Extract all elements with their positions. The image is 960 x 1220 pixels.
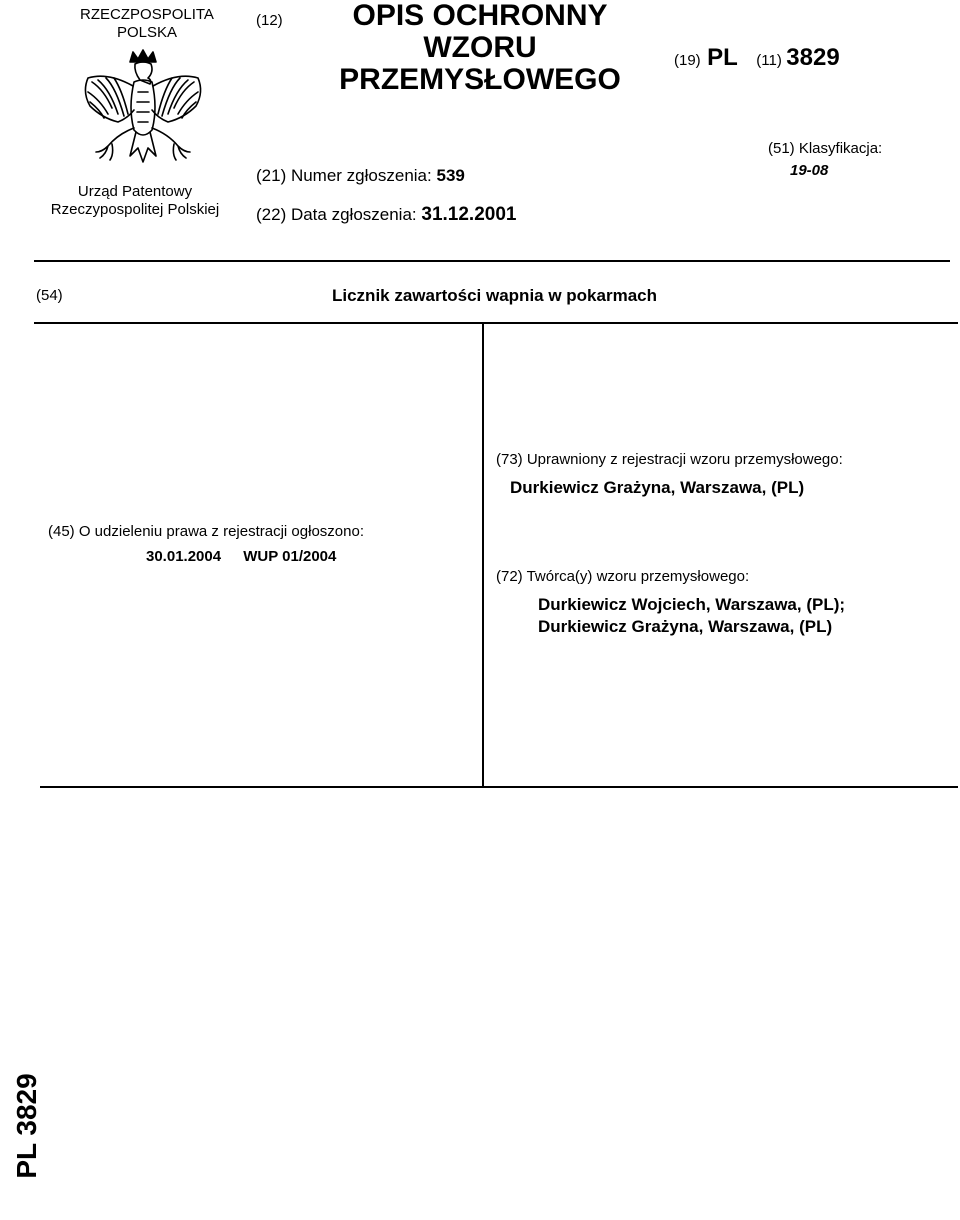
country-name xyxy=(52,6,242,42)
polish-eagle-emblem-icon xyxy=(78,48,208,172)
application-number-value: 539 xyxy=(436,166,465,185)
title-line-1: OPIS OCHRONNY xyxy=(352,0,608,32)
title-line-3: PRZEMYSŁOWEGO xyxy=(339,63,621,96)
patent-office-name xyxy=(22,183,248,219)
grant-bulletin: WUP 01/2004 xyxy=(243,548,337,565)
grant-date xyxy=(146,548,336,565)
top-rule xyxy=(34,260,950,262)
country-code: PL xyxy=(707,44,738,71)
column-divider xyxy=(482,322,484,786)
code-19: (19) xyxy=(674,52,701,69)
creator-name: Durkiewicz Grażyna, Warszawa, (PL) xyxy=(538,617,833,636)
application-number-label: (21) Numer zgłoszenia: xyxy=(256,166,432,185)
creators-label: (72) Twórca(y) wzoru przemysłowego: xyxy=(496,568,750,585)
publication-number xyxy=(674,44,840,72)
country-line-2: POLSKA xyxy=(116,24,178,41)
doc-kind-code: (12) xyxy=(256,12,283,29)
section-rule xyxy=(34,322,958,324)
application-date xyxy=(256,204,516,226)
side-publication-label: PL 3829 xyxy=(11,1073,42,1179)
bottom-rule xyxy=(40,786,958,788)
grant-label: (45) O udzieleniu prawa z rejestracji ogłoszono: xyxy=(48,523,364,540)
application-number xyxy=(256,166,465,186)
application-date-value: 31.12.2001 xyxy=(421,204,517,225)
design-title: Licznik zawartości wapnia w pokarmach xyxy=(332,286,657,305)
classification-label: (51) Klasyfikacja: xyxy=(768,140,883,157)
classification-value: 19-08 xyxy=(790,162,829,179)
design-title-code: (54) xyxy=(36,287,63,304)
office-line-2: Rzeczypospolitej Polskiej xyxy=(50,201,220,218)
title-line-2: WZORU xyxy=(423,31,537,64)
code-11: (11) xyxy=(756,52,782,69)
registration-number: 3829 xyxy=(786,44,840,71)
document-title xyxy=(300,0,660,96)
creator-name: Durkiewicz Wojciech, Warszawa, (PL); xyxy=(538,595,846,614)
office-line-1: Urząd Patentowy xyxy=(77,183,193,200)
holder-label: (73) Uprawniony z rejestracji wzoru przemysłowego: xyxy=(496,451,843,468)
holder-name: Durkiewicz Grażyna, Warszawa, (PL) xyxy=(510,478,805,497)
application-date-label: (22) Data zgłoszenia: xyxy=(256,205,417,224)
creators-list xyxy=(538,594,845,638)
country-line-1: RZECZPOSPOLITA xyxy=(80,6,214,23)
grant-date-value: 30.01.2004 xyxy=(146,548,222,565)
